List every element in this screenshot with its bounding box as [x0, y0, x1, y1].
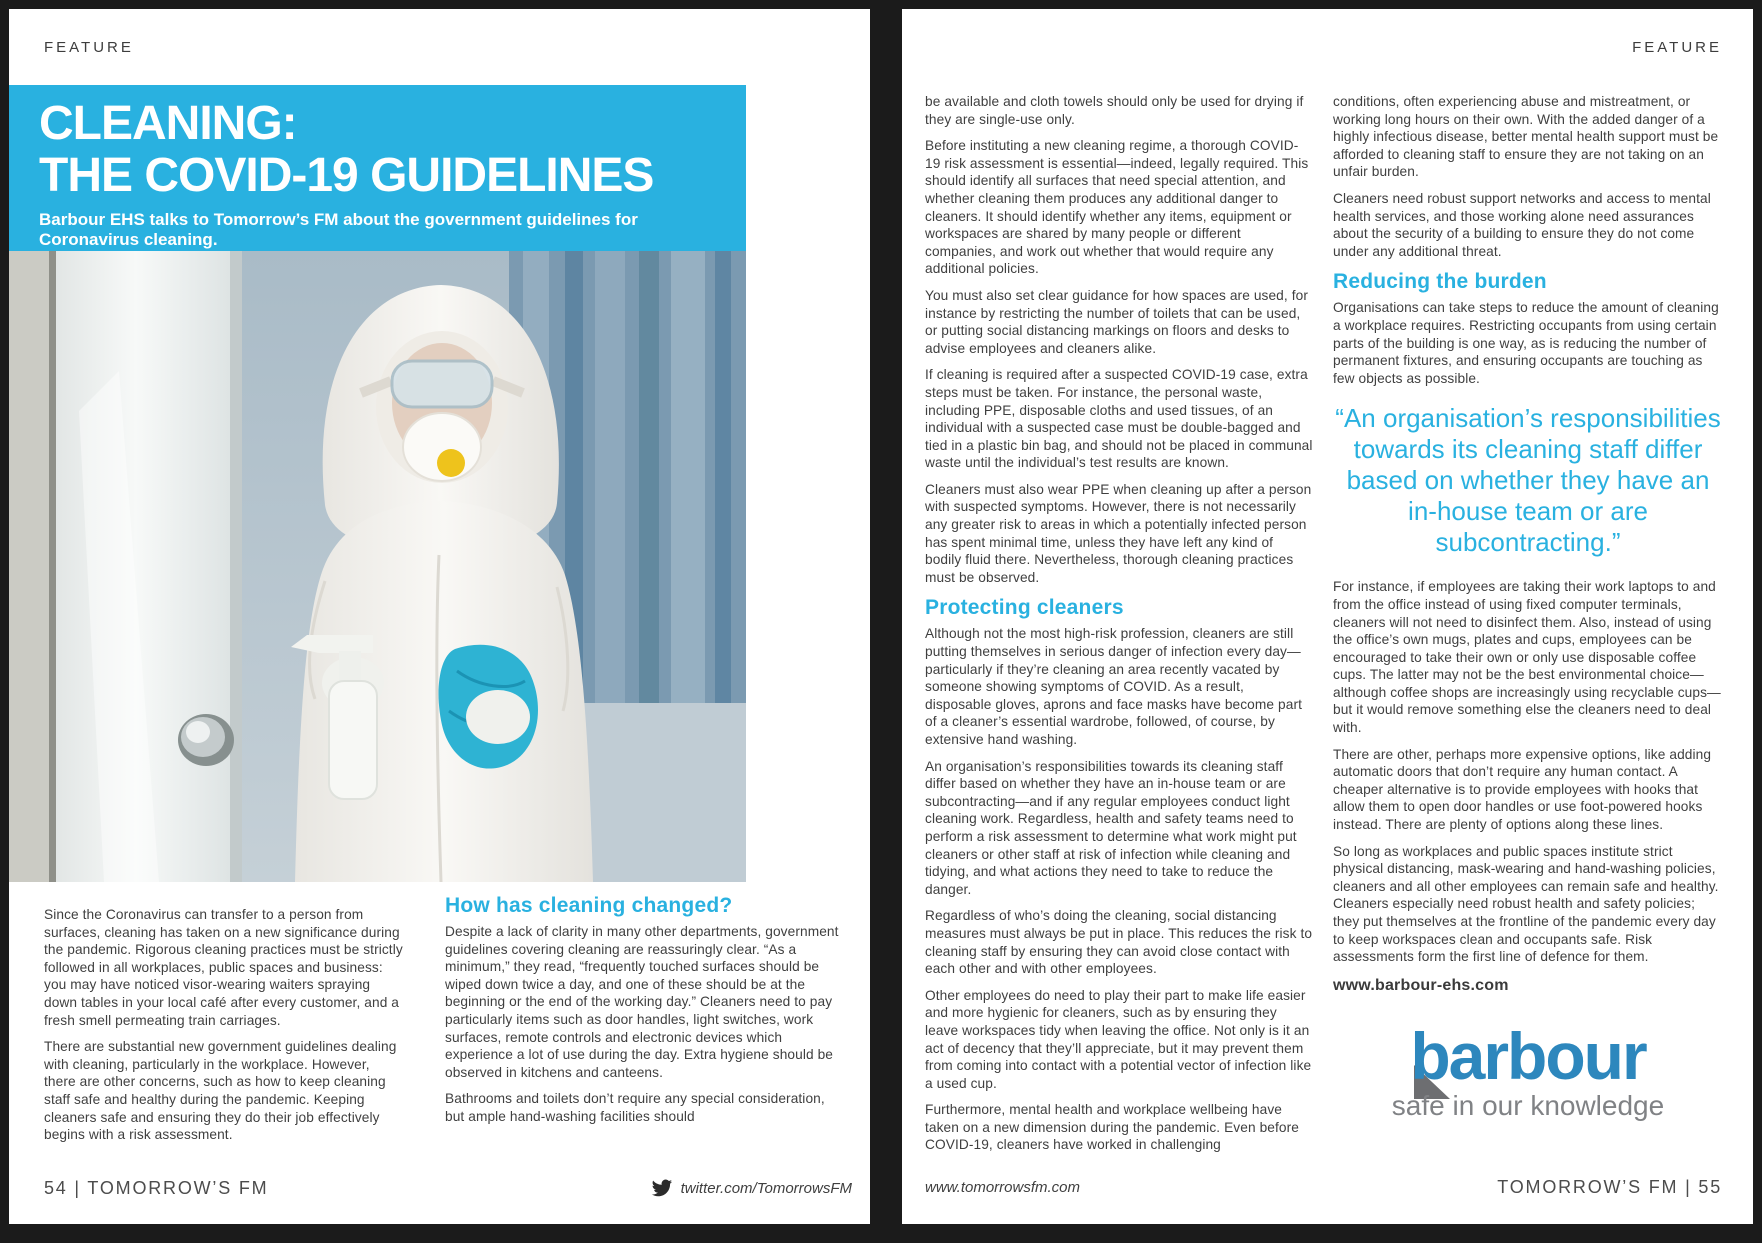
- twitter-link[interactable]: [651, 1177, 852, 1199]
- paragraph: There are other, perhaps more expensive options, like adding automatic doors that don’t require any human contact. A cheaper alternative is to provide employees with hooks that allow them to open door handles or use foot-powered hooks instead. There are plenty of options along these lines.: [1333, 746, 1712, 833]
- photo-illustration: [9, 251, 746, 882]
- paragraph: Before instituting a new cleaning regime, a thorough COVID-19 risk assessment is essential—indeed, legally required. This should identify all surfaces that need special attention, and whether cleaning them produces any additional danger to cleaners. It should identify whether any items, equipment or workspaces are shared by many people or different companies, and work out whether that would require any additional policies.: [925, 138, 1309, 277]
- twitter-url[interactable]: twitter.com/TomorrowsFM: [680, 1179, 852, 1197]
- left-column-1: [44, 893, 404, 1153]
- paragraph: Other employees do need to play their part to make life easier and more hygienic for cleaners, such as by ensuring they leave workspaces tidy when leaving the office. Not only is it an act of decency that they’ll appreciate, but it may prevent them from coming into contact with a potential vector of infection like a used cup.: [925, 987, 1312, 1091]
- paragraph: conditions, often experiencing abuse and mistreatment, or working long hours on their own. With the added danger of a highly infectious disease, better mental health support must be afforded to cleaning staff to ensure they are not taking on an unfair burden.: [1333, 94, 1719, 180]
- paragraph: Furthermore, mental health and workplace wellbeing have taken on a new dimension during the pandemic. Even before COVID-19, cleaners have worked in challenging: [925, 1102, 1299, 1153]
- tomorrowsfm-url[interactable]: www.tomorrowsfm.com: [925, 1179, 1081, 1196]
- paragraph: Although not the most high-risk profession, cleaners are still putting themselves in serious danger of infection every day—particularly if they’re cleaning an area recently vacated by someone showing symptoms of COVID. As a result, disposable gloves, aprons and face masks have become part of a cleaner’s essential wardrobe, followed, of course, by extensive hand washing.: [925, 626, 1302, 747]
- paragraph: If cleaning is required after a suspected COVID-19 case, extra steps must be taken. For instance, the personal waste, including PPE, disposable cloths and used tissues, of an individual with a suspected case must be double-bagged and tied in a plastic bin bag, and should not be placed in communal waste until the individual’s test results are known.: [925, 367, 1313, 471]
- title-line-1: CLEANING:: [39, 97, 297, 150]
- ppe-cleaner-photo: [9, 251, 746, 882]
- article-title: [39, 98, 736, 202]
- paragraph: Regardless of who’s doing the cleaning, social distancing measures must always be put in place. This reduces the risk to cleaning staff by ensuring they can avoid close contact with each other and with other employees.: [925, 908, 1313, 977]
- right-column-1: [925, 93, 1313, 1163]
- page-54: [9, 9, 870, 1224]
- mask-valve: [437, 449, 465, 477]
- paragraph: Since the Coronavirus can transfer to a person from surfaces, cleaning has taken on a new significance during the pandemic. Rigorous cleaning practices must be strictly followed in all workplaces, public spaces and business: you may have noticed visor-wearing waiters spraying down tables in your local café after every customer, and a fresh smell permeating train carriages.: [44, 907, 403, 1028]
- paragraph: An organisation’s responsibilities towards its cleaning staff differ based on whether they have an in-house team or are subcontracting—and if any regular employees conduct light cleaning work. Regardless, health and safety teams need to perform a risk assessment to determine what work might put cleaners or other staff at risk of infection while cleaning and tidying, and what actions they need to take to reduce the danger.: [925, 758, 1297, 897]
- footer-left-page: [44, 1177, 852, 1199]
- section-heading-protecting-cleaners: Protecting cleaners: [925, 596, 1124, 620]
- pull-quote: “An organisation’s responsibilities towards its cleaning staff differ based on whether they have an in-house team or are subcontracting.”: [1335, 403, 1721, 558]
- barbour-logo-tagline: safe in our knowledge: [1391, 1089, 1665, 1121]
- safety-goggles: [392, 361, 492, 407]
- glove-left: [466, 690, 530, 744]
- page-number-55: TOMORROW’S FM | 55: [1497, 1177, 1722, 1197]
- paragraph: Bathrooms and toilets don’t require any special consideration, but ample hand-washing facilities should: [445, 1091, 825, 1124]
- kicker-feature-right: FEATURE: [1632, 39, 1722, 56]
- paragraph: be available and cloth towels should only be used for drying if they are single-use only.: [925, 94, 1304, 127]
- page-number-54: 54 | TOMORROW’S FM: [44, 1177, 269, 1198]
- door-knob: [178, 714, 234, 766]
- section-heading-reducing-the-burden: Reducing the burden: [1333, 270, 1547, 294]
- barbour-logo-word: barbour: [1410, 1018, 1646, 1093]
- twitter-icon[interactable]: [651, 1177, 673, 1199]
- barbour-logo: [1378, 1013, 1678, 1125]
- paragraph: Cleaners must also wear PPE when cleaning up after a person with suspected symptoms. However, there is not necessarily any greater risk to areas in which a potentially infected person has spent minimal time, unless they have left any kind of bodily fluid there. Nevertheless, thorough cleaning practices must be observed.: [925, 481, 1312, 585]
- title-line-2: THE COVID-19 GUIDELINES: [39, 149, 654, 202]
- paragraph: There are substantial new government guidelines dealing with cleaning, particularly in the workplace. However, there are other concerns, such as how to keep cleaning staff safe and healthy during the pandemic. Keeping cleaners safe and ensuring they do their job effectively begins with a risk assessment.: [44, 1039, 397, 1143]
- paragraph: Organisations can take steps to reduce the amount of cleaning a workplace requires. Restricting occupants from using certain parts of the building is one way, as is reducing the number of permanent fixtures, and ensuring occupants are touching as few objects as possible.: [1333, 300, 1719, 386]
- title-banner: [9, 85, 746, 251]
- paragraph: For instance, if employees are taking their work laptops to and from the office instead of using fixed computer terminals, cleaners will not need to disinfect them. Also, instead of using the office’s own mugs, plates and cups, employees can be encouraged to take their own or only use disposable coffee cups. The latter may not be the best environmental choice—although coffee shops are increasingly using recyclable cups—but it would remove something else the cleaners need to deal with.: [1333, 579, 1721, 736]
- left-column-2: [445, 893, 843, 1135]
- wall-strip: [9, 251, 49, 882]
- footer-right-page: [925, 1177, 1722, 1198]
- paragraph: Despite a lack of clarity in many other departments, government guidelines covering cleaning are reassuringly clear. “As a minimum,” they read, “frequently touched surfaces should be wiped down twice a day, and one of these should be at the beginning or the end of the working day.” Cleaners need to pay particularly items such as door handles, light switches, work surfaces, remote controls and electronic devices which experience a lot of use during the day. Extra hygiene should be observed in kitchens and canteens.: [445, 924, 839, 1080]
- right-column-2: [1333, 93, 1723, 1125]
- paragraph: Cleaners need robust support networks and access to mental health services, and those working alone need assurances about the security of a building to ensure they do not come under any additional threat.: [1333, 190, 1711, 259]
- barbour-ehs-url[interactable]: www.barbour-ehs.com: [1333, 976, 1509, 994]
- section-heading-how-has-cleaning-changed: How has cleaning changed?: [445, 894, 733, 917]
- page-55: [902, 9, 1753, 1224]
- paragraph: You must also set clear guidance for how spaces are used, for instance by restricting the number of toilets that can be used, or putting social distancing markings on floors and desks to advise employees and cleaners alike.: [925, 287, 1308, 356]
- article-standfirst: Barbour EHS talks to Tomorrow’s FM about the government guidelines for Coronavirus cleaning.: [39, 210, 638, 249]
- kicker-feature-left: FEATURE: [44, 39, 134, 56]
- paragraph: So long as workplaces and public spaces institute strict physical distancing, mask-wearing and hand-washing policies, cleaners and all other employees can remain safe and healthy. Cleaners especially need robust health and safety policies; they put themselves at the frontline of the pandemic every day to keep workspaces clean and occupants safe. Risk assessments form the first line of defence for them.: [1333, 843, 1719, 965]
